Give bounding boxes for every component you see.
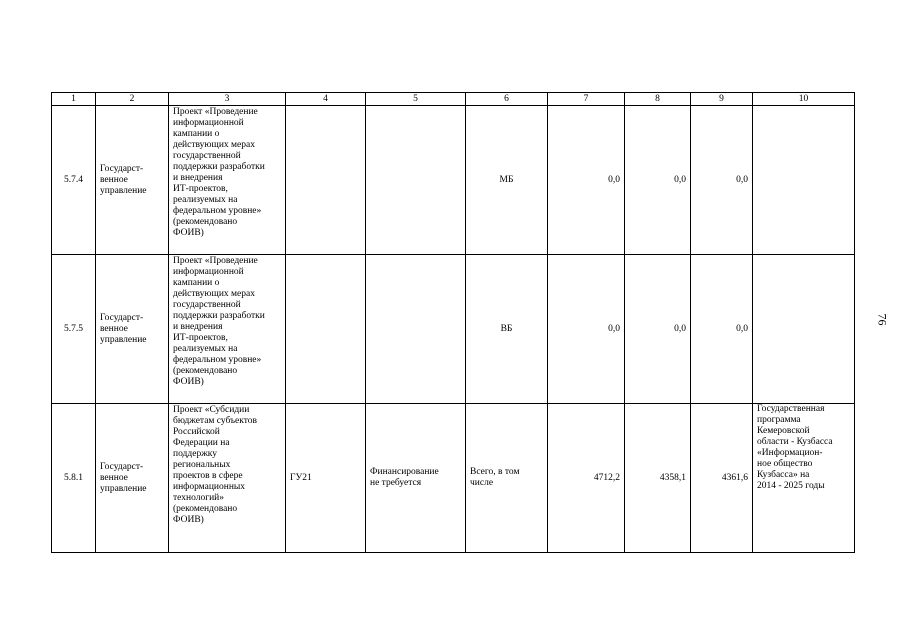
row-source: ВБ xyxy=(466,255,548,404)
row-value-8: 0,0 xyxy=(625,255,691,404)
row-project: Проект «Проведение информационной кампании о действующих мерах государственной поддержки разработки и внедрения ИТ-проектов, реализуемых на федеральном уровне» (рекомендовано ФОИВ) xyxy=(169,255,286,404)
row-org: Государст- венное управление xyxy=(96,106,169,255)
row-value-7: 0,0 xyxy=(548,255,625,404)
row-value-8: 0,0 xyxy=(625,106,691,255)
row-project: Проект «Проведение информационной кампании о действующих мерах государственной поддержки разработки и внедрения ИТ-проектов, реализуемых на федеральном уровне» (рекомендовано ФОИВ) xyxy=(169,106,286,255)
column-header: 5 xyxy=(366,93,466,106)
row-code: 5.8.1 xyxy=(52,404,96,553)
row-col10 xyxy=(753,255,855,404)
row-col4 xyxy=(286,106,366,255)
column-header: 2 xyxy=(96,93,169,106)
row-source: Всего, в том числе xyxy=(466,404,548,553)
column-header: 3 xyxy=(169,93,286,106)
row-col10: Государственная программа Кемеровской области - Кузбасса «Информацион- ное общество Кузбасса» на 2014 - 2025 годы xyxy=(753,404,855,553)
row-col4: ГУ21 xyxy=(286,404,366,553)
row-value-8: 4358,1 xyxy=(625,404,691,553)
row-code: 5.7.5 xyxy=(52,255,96,404)
row-value-9: 0,0 xyxy=(691,106,753,255)
column-header: 10 xyxy=(753,93,855,106)
page-number: 76 xyxy=(875,313,890,326)
row-project: Проект «Субсидии бюджетам субъектов Российской Федерации на поддержку региональных проектов в сфере информационных технологий» (рекомендовано ФОИВ) xyxy=(169,404,286,553)
column-header: 8 xyxy=(625,93,691,106)
column-header: 6 xyxy=(466,93,548,106)
column-header: 1 xyxy=(52,93,96,106)
row-value-9: 4361,6 xyxy=(691,404,753,553)
row-source: МБ xyxy=(466,106,548,255)
column-header: 7 xyxy=(548,93,625,106)
table-row xyxy=(52,255,855,404)
row-value-9: 0,0 xyxy=(691,255,753,404)
column-header: 9 xyxy=(691,93,753,106)
table-row xyxy=(52,106,855,255)
row-value-7: 0,0 xyxy=(548,106,625,255)
column-header: 4 xyxy=(286,93,366,106)
row-col5 xyxy=(366,255,466,404)
row-col5 xyxy=(366,106,466,255)
row-org: Государст- венное управление xyxy=(96,255,169,404)
row-col5: Финансирование не требуется xyxy=(366,404,466,553)
row-col4 xyxy=(286,255,366,404)
row-code: 5.7.4 xyxy=(52,106,96,255)
table-header-row xyxy=(52,93,855,106)
row-col10 xyxy=(753,106,855,255)
budget-table xyxy=(51,92,855,553)
row-value-7: 4712,2 xyxy=(548,404,625,553)
row-org: Государст- венное управление xyxy=(96,404,169,553)
table-row xyxy=(52,404,855,553)
